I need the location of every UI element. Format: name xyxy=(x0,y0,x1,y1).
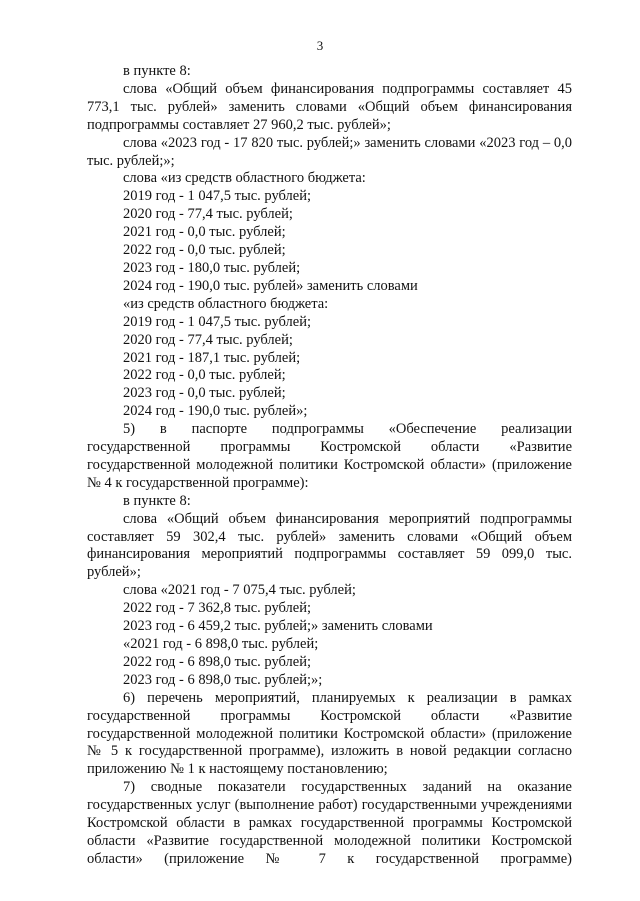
paragraph: 2021 год - 187,1 тыс. рублей; xyxy=(123,349,301,366)
paragraph: 2023 год - 6 898,0 тыс. рублей;»; xyxy=(123,671,323,688)
page-number: 3 xyxy=(316,38,324,53)
paragraph: 2021 год - 0,0 тыс. рублей; xyxy=(123,224,286,241)
paragraph: 2023 год - 0,0 тыс. рублей; xyxy=(123,385,286,402)
paragraph: 2020 год - 77,4 тыс. рублей; xyxy=(123,331,293,348)
paragraph: 2024 год - 190,0 тыс. рублей» заменить словами xyxy=(123,277,418,294)
paragraph: 2023 год - 180,0 тыс. рублей; xyxy=(123,259,301,276)
paragraph: 2022 год - 0,0 тыс. рублей; xyxy=(123,367,286,384)
paragraph: 2019 год - 1 047,5 тыс. рублей; xyxy=(123,313,311,330)
paragraph: «2021 год - 6 898,0 тыс. рублей; xyxy=(123,636,319,652)
paragraph: 2022 год - 7 362,8 тыс. рублей; xyxy=(123,600,311,617)
paragraph: 7) сводные показатели государственных заданий на оказание государственных услуг (выполнение работ) государственными учреждениями Костромской области в рамках государственной программы Костромской области «Развитие государственной молодежной политики Костромской области» (приложение № 7 к государственной программе) xyxy=(87,779,572,867)
paragraph: в пункте 8: xyxy=(123,63,191,79)
paragraph: слова «Общий объем финансирования подпрограммы составляет 45 773,1 тыс. рублей» заменить словами «Общий объем финансирования подпрограммы составляет 27 960,2 тыс. рублей»; xyxy=(87,80,572,133)
paragraph: 5) в паспорте подпрограммы «Обеспечение реализации государственной программы Костромской области «Развитие государственной молодежной политики Костромской области» (приложение № 4 к государственной программе): xyxy=(87,421,572,491)
paragraph: слова «2021 год - 7 075,4 тыс. рублей; xyxy=(123,582,356,599)
paragraph: 2023 год - 6 459,2 тыс. рублей;» заменить словами xyxy=(123,618,433,635)
paragraph: 2019 год - 1 047,5 тыс. рублей; xyxy=(123,188,311,205)
paragraph: 2024 год - 190,0 тыс. рублей»; xyxy=(123,403,308,420)
paragraph: в пункте 8: xyxy=(123,492,191,509)
document-body xyxy=(87,63,572,869)
paragraph: «из средств областного бюджета: xyxy=(123,295,329,312)
paragraph: 2020 год - 77,4 тыс. рублей; xyxy=(123,206,293,223)
paragraph: 2022 год - 6 898,0 тыс. рублей; xyxy=(123,653,311,670)
paragraph: слова «из средств областного бюджета: xyxy=(123,170,366,187)
paragraph: слова «Общий объем финансирования мероприятий подпрограммы составляет 59 302,4 тыс. рублей» заменить словами «Общий объем финансирования мероприятий подпрограммы составляет 59 099,0 тыс. рублей»; xyxy=(87,510,572,581)
paragraph: 2022 год - 0,0 тыс. рублей; xyxy=(123,242,286,259)
paragraph: 6) перечень мероприятий, планируемых к реализации в рамках государственной программы Костромской области «Развитие государственной молодежной политики Костромской области» (приложение № 5 к государственной программе), изложить в новой редакции согласно приложению № 1 к настоящему постановлению; xyxy=(87,689,572,778)
paragraph: слова «2023 год - 17 820 тыс. рублей;» заменить словами «2023 год – 0,0 тыс. рублей;»; xyxy=(87,134,572,169)
